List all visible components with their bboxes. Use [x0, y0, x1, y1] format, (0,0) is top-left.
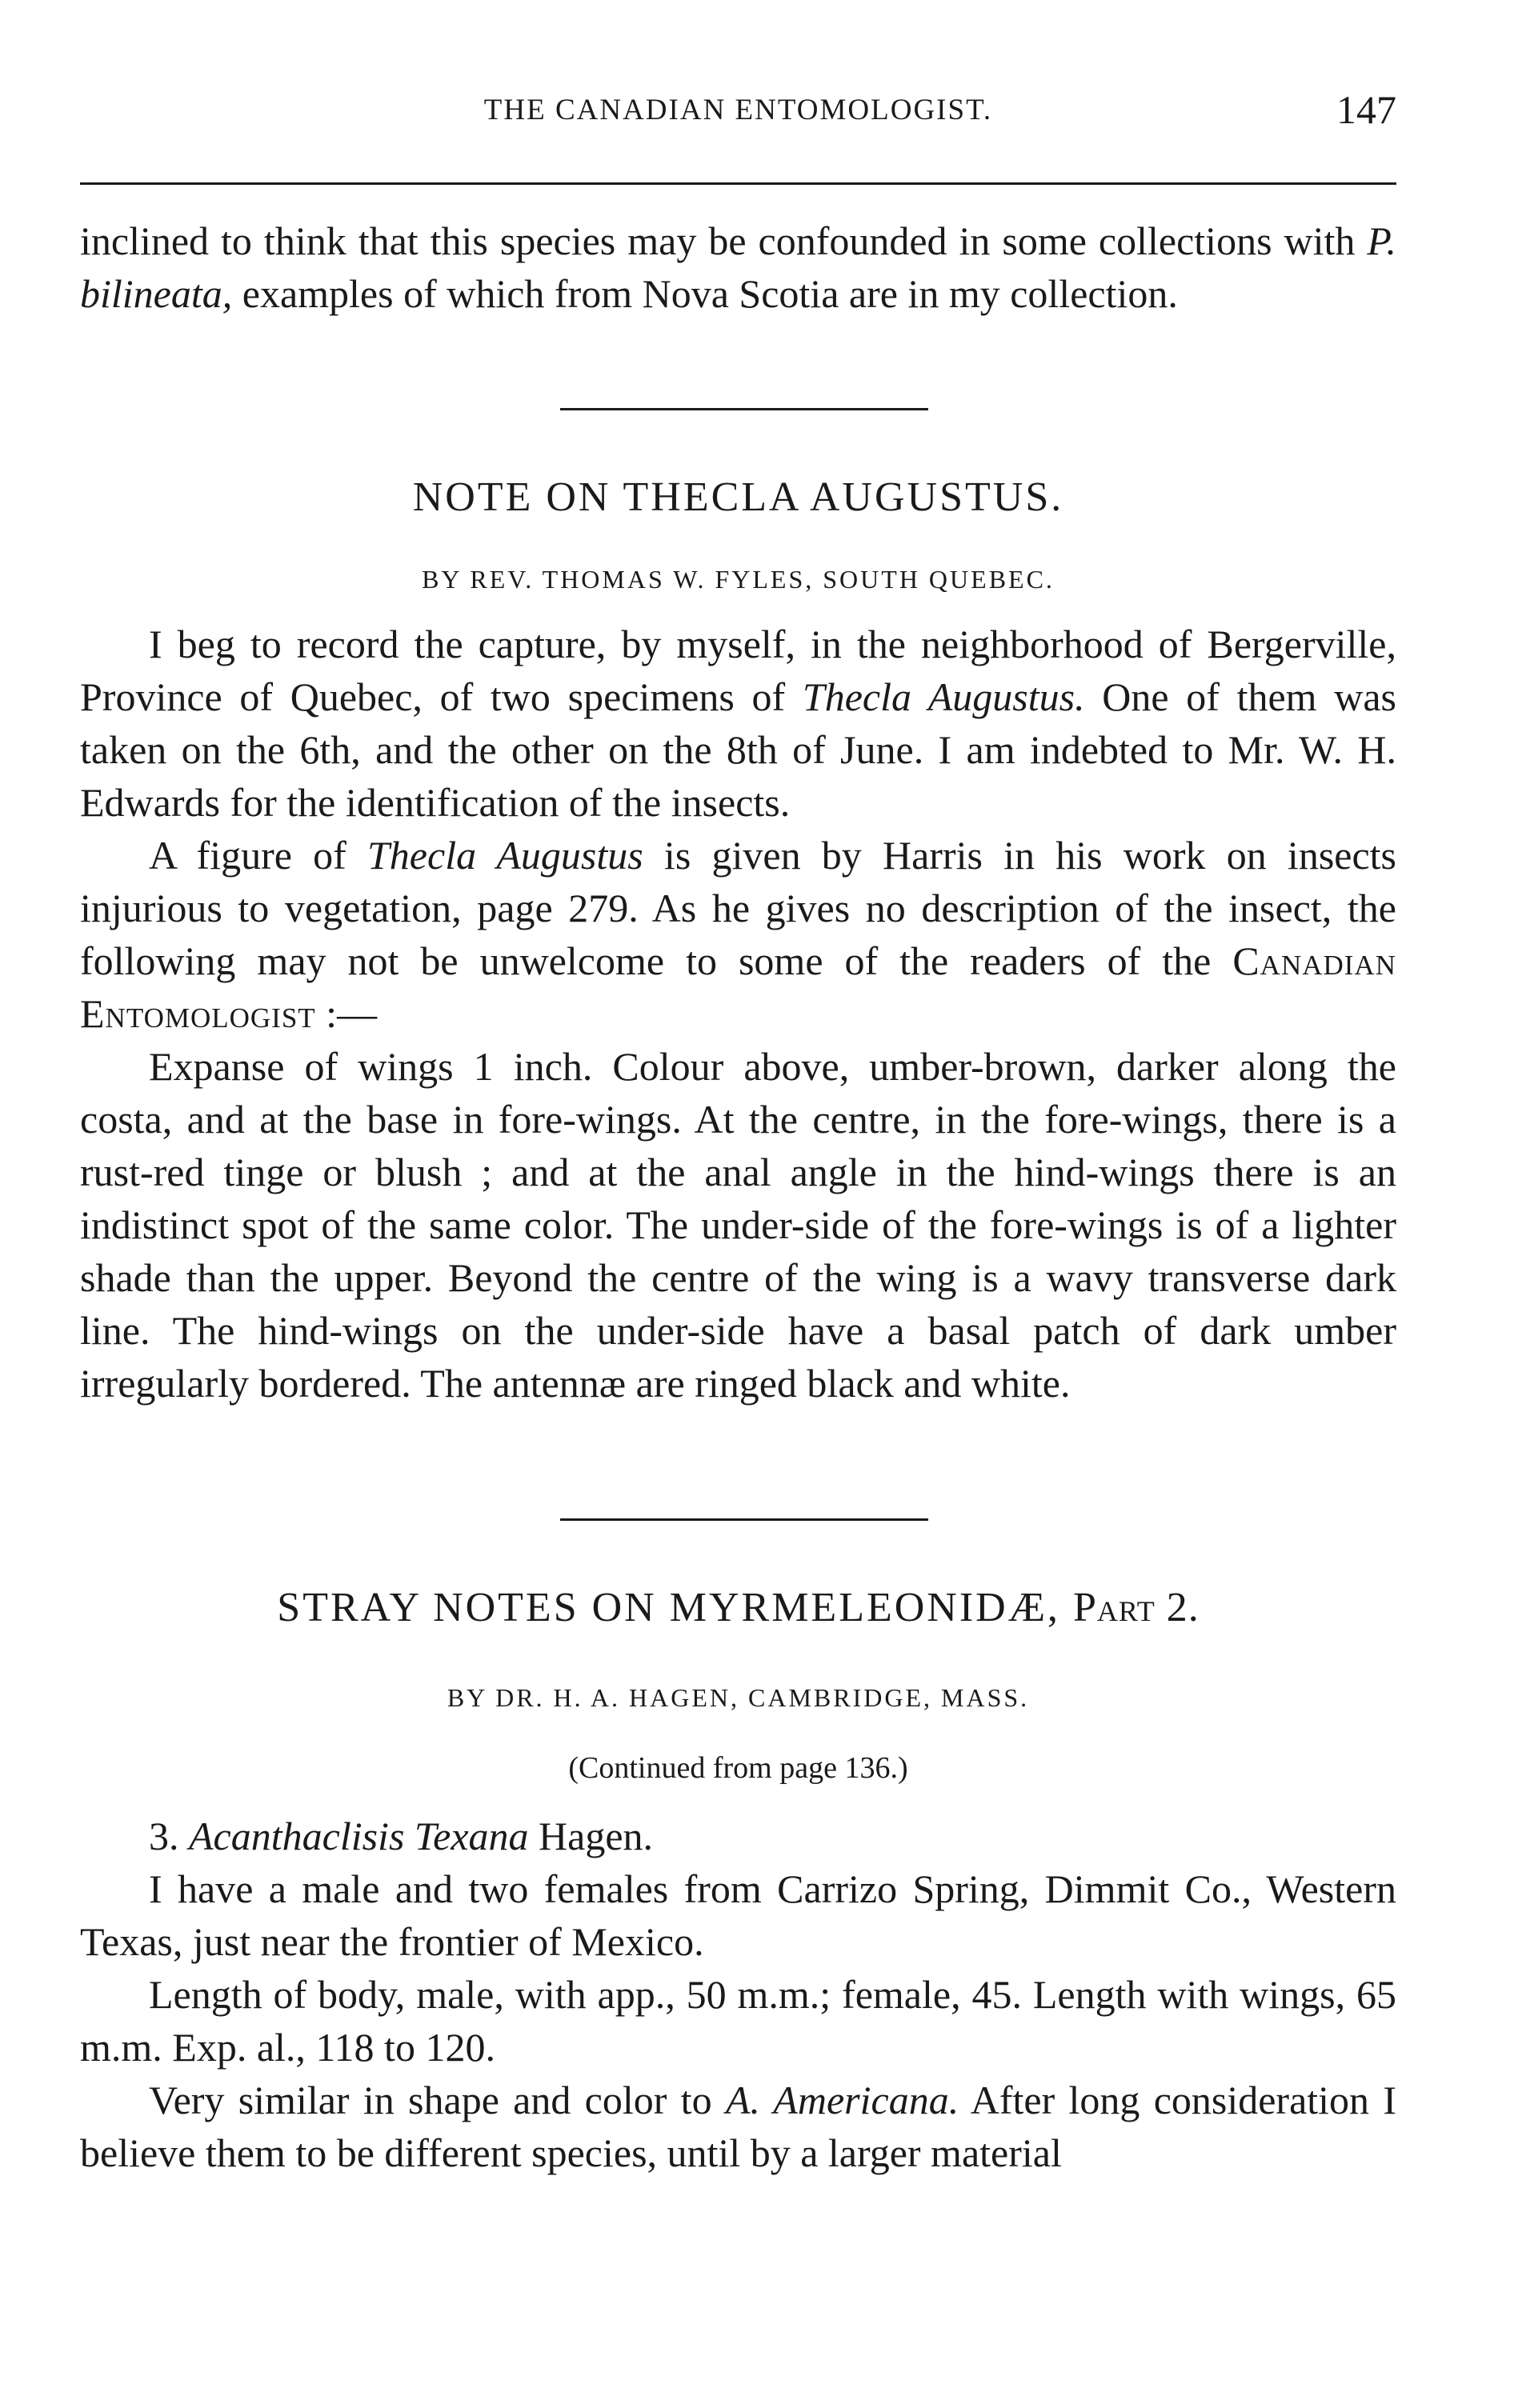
species-author: Hagen.	[528, 1814, 654, 1858]
article-body	[80, 618, 1396, 1410]
species-name: Thecla Augustus	[367, 833, 643, 878]
continued-paragraph	[80, 214, 1396, 320]
item-number: 3.	[149, 1814, 179, 1858]
section-divider	[560, 408, 928, 410]
paragraph-text: inclined to think that this species may be confounded in some collections with	[80, 218, 1368, 263]
article-title	[80, 1584, 1396, 1631]
page-number: 147	[1336, 87, 1396, 132]
article-title: NOTE ON THECLA AUGUSTUS.	[412, 474, 1064, 520]
journal-name: Canadian Entomologist	[80, 938, 1396, 1036]
section-divider	[560, 1518, 928, 1521]
species-name: P. bilineata,	[80, 218, 1396, 316]
paragraph-text: After long consideration I believe them to be different species, until by a larger material	[80, 2078, 1397, 2175]
article-body	[80, 1810, 1396, 2179]
species-name: Acanthaclisis Texana	[189, 1814, 529, 1858]
body-paragraph	[80, 829, 1396, 1040]
header-rule	[80, 182, 1396, 185]
article-byline: BY DR. H. A. HAGEN, CAMBRIDGE, MASS.	[447, 1683, 1030, 1712]
article-byline: BY REV. THOMAS W. FYLES, SOUTH QUEBEC.	[422, 565, 1055, 594]
body-paragraph	[80, 2074, 1396, 2179]
species-name: A. Americana.	[725, 2078, 959, 2122]
paragraph-text: :—	[315, 991, 378, 1036]
running-head	[80, 86, 1396, 142]
title-part: Part 2.	[1072, 1585, 1200, 1630]
body-paragraph: I have a male and two females from Carrizo Spring, Dimmit Co., Western Texas, just near the frontier of Mexico.	[80, 1866, 1396, 1964]
paragraph-text: Very similar in shape and color to	[149, 2078, 726, 2122]
species-heading	[80, 1810, 1396, 1862]
continued-note: (Continued from page 136.)	[568, 1751, 908, 1785]
title-text: STRAY NOTES ON MYRMELEONIDÆ,	[277, 1585, 1060, 1630]
body-paragraph: Expanse of wings 1 inch. Colour above, umber-brown, darker along the costa, and at the base in fore-wings. At the centre, in the fore-wings, there is a rust-red tinge or blush ; and at the anal angle in the hind-wings there is an indistinct spot of the same color. The under-side of the fore-wings is of a lighter shade than the upper. Beyond the centre of the wing is a wavy transverse dark line. The hind-wings on the under-side have a basal patch of dark umber irregularly bordered. The antennæ are ringed black and white.	[80, 1044, 1396, 1406]
paragraph-text: examples of which from Nova Scotia are in my collection.	[232, 271, 1178, 316]
continued-text-block	[80, 214, 1396, 320]
journal-title: THE CANADIAN ENTOMOLOGIST.	[483, 94, 993, 126]
paragraph-text: A figure of	[149, 833, 367, 878]
species-name: Thecla Augustus.	[802, 674, 1085, 719]
paragraph-text: One of them was taken on the 6th, and the other on the 8th of June. I am indebted to Mr. W. H. Edwards for the identification of the insects.	[80, 674, 1397, 825]
body-paragraph	[80, 618, 1396, 829]
paragraph-text: I beg to record the capture, by myself, in the neighborhood of Bergerville, Province of Quebec, of two specimens of	[80, 622, 1396, 719]
paragraph-text: is given by Harris in his work on insects injurious to vegetation, page 279. As he gives no description of the insect, the following may not be unwelcome to some of the readers of the	[80, 833, 1397, 983]
body-paragraph: Length of body, male, with app., 50 m.m.; female, 45. Length with wings, 65 m.m. Exp. al., 118 to 120.	[80, 1972, 1396, 2070]
